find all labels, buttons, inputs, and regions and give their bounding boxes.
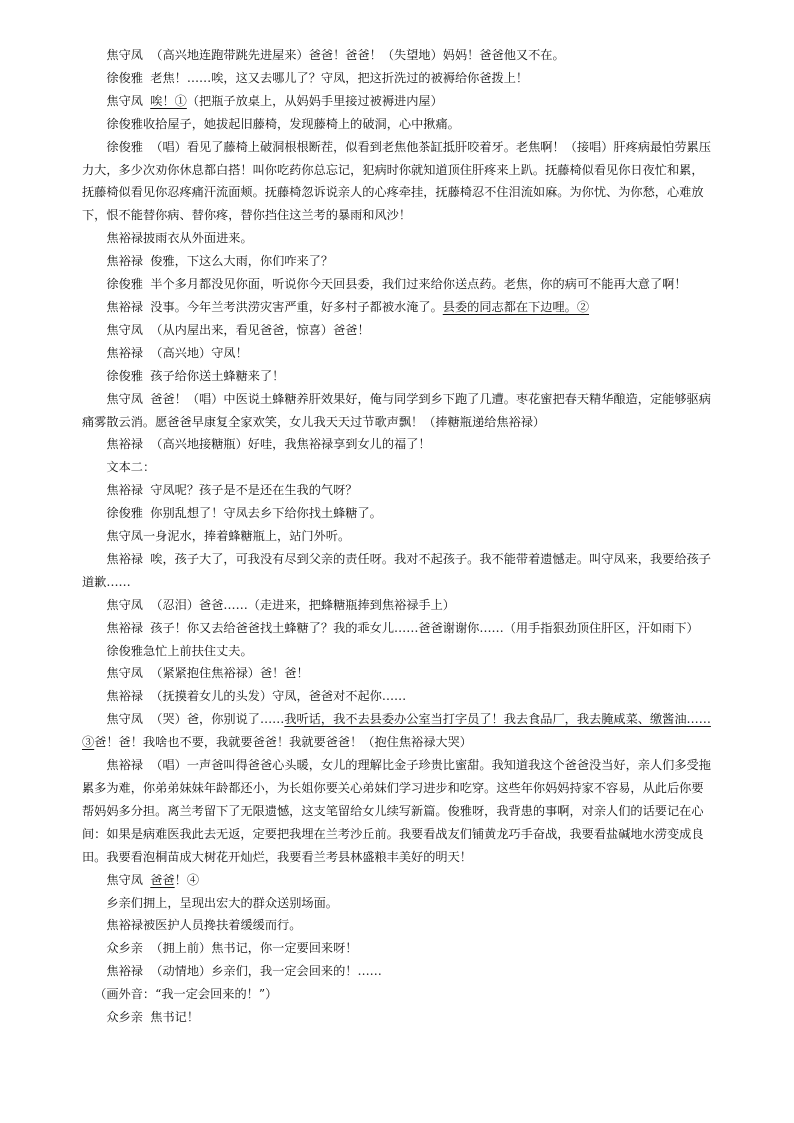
line-26 xyxy=(82,754,712,869)
line-text: （拥上前）焦书记，你一定要回来呀！ xyxy=(150,941,358,956)
speaker-name: 焦守凤 xyxy=(106,322,143,337)
speaker-name: 徐俊雅 xyxy=(106,368,143,383)
line-text: （把瓶子放桌上，从妈妈手里接过被褥进内屋） xyxy=(186,93,443,108)
speaker-name: 焦裕禄 xyxy=(106,254,143,269)
line-16 xyxy=(82,479,712,502)
line-27 xyxy=(82,869,712,892)
line-23 xyxy=(82,662,712,685)
line-24 xyxy=(82,685,712,708)
speaker-name: 焦裕禄 xyxy=(106,620,143,635)
line-text: 焦裕禄披雨衣从外面进来。 xyxy=(106,231,253,246)
stage-direction xyxy=(82,227,712,250)
line-3 xyxy=(82,90,712,113)
speaker-name: 焦裕禄 xyxy=(106,551,143,566)
speaker-name: 众乡亲 xyxy=(106,1010,143,1025)
line-text: （画外音：“我一定会回来的！”） xyxy=(94,987,278,1002)
stage-direction xyxy=(82,525,712,548)
line-text: 老焦！……唉，这又去哪儿了？守凤，把这折洗过的被褥给你爸拨上！ xyxy=(150,70,529,85)
script-page xyxy=(82,44,712,1029)
line-text: （从内屋出来，看见爸爸，惊喜）爸爸！ xyxy=(150,322,370,337)
speaker-name: 徐俊雅 xyxy=(106,506,143,521)
line-30 xyxy=(82,937,712,960)
underlined-text: 唉！① xyxy=(150,93,187,108)
line-text: 焦裕禄被医护人员搀扶着缓缓而行。 xyxy=(106,918,302,933)
line-text: 俊雅，下这么大雨，你们咋来了？ xyxy=(150,254,334,269)
speaker-name: 焦守凤 xyxy=(106,48,143,62)
line-10 xyxy=(82,319,712,342)
line-9 xyxy=(82,296,712,319)
line-text: ！④ xyxy=(174,872,200,887)
speaker-name: 焦裕禄 xyxy=(106,437,143,452)
line-text: 乡亲们拥上，呈现出宏大的群众送别场面。 xyxy=(106,895,338,910)
underlined-text: 县委的同志都在下边哩。② xyxy=(442,299,590,314)
line-text: 徐俊雅急忙上前扶住丈夫。 xyxy=(106,643,253,658)
stage-direction xyxy=(82,892,712,915)
speaker-name: 徐俊雅 xyxy=(106,139,143,154)
line-5 xyxy=(82,136,712,228)
stage-direction xyxy=(82,640,712,663)
speaker-name: 徐俊雅 xyxy=(106,70,143,85)
line-text: 没事。今年兰考洪涝灾害严重，好多村子都被水淹了。 xyxy=(150,299,443,314)
speaker-name: 徐俊雅 xyxy=(106,277,143,292)
line-text: 你别乱想了！守凤去乡下给你找土蜂糖了。 xyxy=(150,506,382,521)
line-8 xyxy=(82,273,712,296)
line-text: （紧紧抱住焦裕禄）爸！爸！ xyxy=(150,666,309,681)
speaker-name: 焦守凤 xyxy=(106,597,143,612)
line-text: （忍泪）爸爸……（走进来，把蜂糖瓶捧到焦裕禄手上） xyxy=(150,597,455,612)
speaker-name: 众乡亲 xyxy=(106,941,143,956)
line-text: 唉，孩子大了，可我没有尽到父亲的责任呀。我对不起孩子。我不能带着遗憾走。叫守凤来，我要给孩子道歉…… xyxy=(82,551,711,589)
line-20 xyxy=(82,594,712,617)
line-text: 孩子给你送土蜂糖来了！ xyxy=(150,368,285,383)
voiceover xyxy=(82,983,712,1006)
speaker-name: 焦裕禄 xyxy=(106,483,143,498)
line-25 xyxy=(82,708,712,754)
line-text: （高兴地）守凤！ xyxy=(150,345,248,360)
line-text: 文本二： xyxy=(106,460,156,475)
line-21 xyxy=(82,617,712,640)
line-text: 焦守凤一身泥水，捧着蜂糖瓶上，站门外听。 xyxy=(106,529,351,544)
line-14 xyxy=(82,433,712,456)
underlined-text: 爸爸 xyxy=(150,872,175,887)
speaker-name: 焦裕禄 xyxy=(106,299,143,314)
line-7 xyxy=(82,250,712,273)
line-text: 爸爸！（唱）中医说土蜂糖养肝效果好，俺与同学到乡下跑了几遭。枣花蜜把春天精华酿造，定能够驱病痛雾散云消。愿爸爸早康复全家欢笑，女儿我天天过节歌声飘！（捧糖瓶递给焦裕禄） xyxy=(82,391,711,429)
line-text: （抚摸着女儿的头发）守凤，爸爸对不起你…… xyxy=(150,689,407,704)
line-text: （高兴地连跑带跳先进屋来）爸爸！爸爸！（失望地）妈妈！爸爸他又不在。 xyxy=(150,48,565,62)
underlined-text: 我听话，我不去县委办公室当打字员了！我去食品厂，我去腌咸菜、缴酱油……③ xyxy=(82,712,711,750)
speaker-name: 焦守凤 xyxy=(106,872,143,887)
line-12 xyxy=(82,365,712,388)
speaker-name: 焦守凤 xyxy=(106,712,143,727)
section-heading xyxy=(82,456,712,479)
line-text: 半个多月都没见你面，听说你今天回县委，我们过来给你送点药。老焦，你的病可不能再大意了啊！ xyxy=(150,277,687,292)
speaker-name: 焦裕禄 xyxy=(106,689,143,704)
stage-direction xyxy=(82,914,712,937)
line-text: 孩子！你又去给爸爸找土蜂糖了？我的乖女儿……爸爸谢谢你……（用手指狠劲顶住肝区，汗如雨下） xyxy=(150,620,699,635)
line-1 xyxy=(82,44,712,67)
line-31 xyxy=(82,960,712,983)
speaker-name: 焦裕禄 xyxy=(106,758,143,773)
line-text-continued: 爸！爸！我啥也不要，我就要爸爸！我就要爸爸！（抱住焦裕禄大哭） xyxy=(94,735,472,750)
stage-direction xyxy=(82,113,712,136)
line-text: 焦书记！ xyxy=(150,1010,200,1025)
speaker-name: 焦守凤 xyxy=(106,391,143,406)
speaker-name: 焦裕禄 xyxy=(106,345,143,360)
line-text: （高兴地接糖瓶）好哇，我焦裕禄享到女儿的福了！ xyxy=(150,437,431,452)
line-text: 徐俊雅收拾屋子，她拔起旧藤椅，发现藤椅上的破洞，心中揪痛。 xyxy=(106,116,460,131)
line-text: （唱）一声爸叫得爸爸心头暖，女儿的理解比金子珍贵比蜜甜。我知道我这个爸爸没当好，亲人们多受拖累多为难，你弟弟妹妹年龄都还小，为长姐你要关心弟妹们学习进步和吃穿。这些年你妈妈持家不容易，从此后你要帮妈妈多分担。离兰考留下了无限遗憾，这支笔留给女儿续写新篇。俊雅呀，我背患的事啊，对亲人们的话要记在心间：如果是病难医我此去无返，定要把我埋在兰考沙丘前。我要看战友们铺黄龙巧手奋战，我要看盐碱地水涝变成良田。我要看泡桐苗成大树花开灿烂，我要看兰考县林盛粮丰美好的明天！ xyxy=(82,758,711,864)
line-17 xyxy=(82,502,712,525)
line-11 xyxy=(82,342,712,365)
line-text: 守凤呢？孩子是不是还在生我的气呀？ xyxy=(150,483,358,498)
line-text: （哭）爸，你别说了…… xyxy=(150,712,285,727)
speaker-name: 焦守凤 xyxy=(106,666,143,681)
line-19 xyxy=(82,548,712,594)
line-text: （动情地）乡亲们，我一定会回来的！…… xyxy=(150,964,382,979)
line-2 xyxy=(82,67,712,90)
line-text: （唱）看见了藤椅上破洞根根断茬，似看到老焦他茶缸抵肝咬着牙。老焦啊！（接唱）肝疼病最怕劳累压力大，多少次劝你休息都白搭！叫你吃药你总忘记，犯病时你就知道顶住肝疼来上趴。抚藤椅似看见你日夜忙和累，抚藤椅似看见你忍疼痛汗流面颊。抚藤椅忽诉说亲人的心疼牵挂，抚藤椅忍不住泪流如麻。为你忧、为你愁，心难放下，恨不能替你病、替你疼，替你挡住这兰考的暴雨和风沙！ xyxy=(82,139,711,223)
speaker-name: 焦守凤 xyxy=(106,93,143,108)
speaker-name: 焦裕禄 xyxy=(106,964,143,979)
line-33 xyxy=(82,1006,712,1029)
line-13 xyxy=(82,388,712,434)
